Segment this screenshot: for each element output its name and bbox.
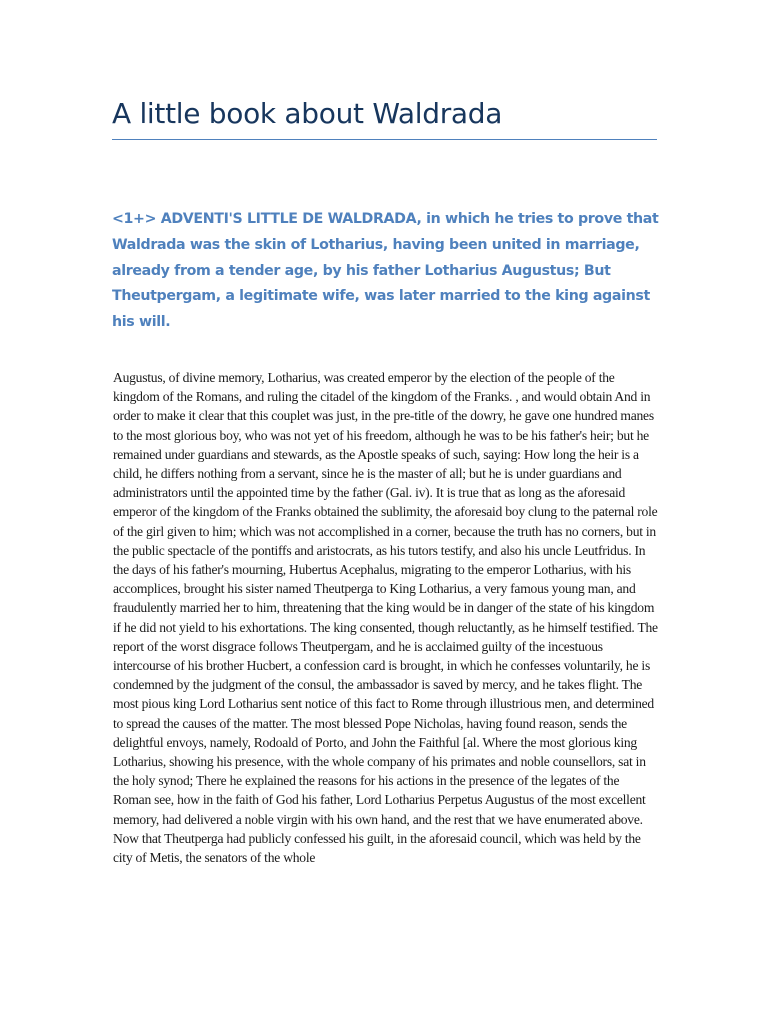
title-underline-rule	[112, 139, 657, 140]
body-paragraph: Augustus, of divine memory, Lotharius, was created emperor by the election of the people of the kingdom of the Romans, and ruling the citadel of the kingdom of the Franks. , and would obtain And in order to make it clear that this couplet was just, in the pre-title of the dowry, he gave one hundred manes to the most glorious boy, who was not yet of his freedom, although he was to be his father's heir; but he remained under guardians and stewards, as the Apostle speaks of such, saying: How long the heir is a child, he differs nothing from a servant, since he is the master of all; but he is under guardians and administrators until the appointed time by the father (Gal. iv). It is true that as long as the aforesaid emperor of the kingdom of the Franks obtained the sublimity, the aforesaid boy clung to the paternal role of the girl given to him; which was not accomplished in a corner, because the truth has no corners, but in the public spectacle of the pontiffs and aristocrats, as his tutors testify, and also his uncle Leutfridus. In the days of his father's mourning, Hubertus Acephalus, migrating to the emperor Lotharius, with his accomplices, brought his sister named Theutperga to King Lotharius, a very famous young man, and fraudulently married her to him, threatening that the king would be in danger of the state of his kingdom if he did not yield to his exhortations. The king consented, though reluctantly, as he himself testified. The report of the worst disgrace follows Theutpergam, and he is acclaimed guilty of the incestuous intercourse of his brother Hucbert, a confession card is brought, in which he confesses voluntarily, he is condemned by the judgment of the consul, the ambassador is saved by mercy, and he takes flight. The most pious king Lord Lotharius sent notice of this fact to Rome through illustrious men, and determined to spread the causes of the matter. The most blessed Pope Nicholas, having found reason, sends the delightful envoys, namely, Rodoald of Porto, and John the Faithful [al. Where the most glorious king Lotharius, showing his presence, with the whole company of his primates and noble counsellors, sat in the holy synod; There he explained the reasons for his actions in the presence of the legates of the Roman see, how in the faith of God his father, Lord Lotharius Perpetus Augustus of the most excellent memory, had delivered a noble virgin with his own hand, and the rest that we have enumerated above. Now that Theutperga had publicly confessed his guilt, in the aforesaid council, which was held by the city of Metis, the senators of the whole	[113, 370, 658, 866]
document-title: A little book about Waldrada	[112, 97, 503, 130]
section-heading: <1+> ADVENTI'S LITTLE DE WALDRADA, in which he tries to prove that Waldrada was the skin of Lotharius, having been united in marriage, already from a tender age, by his father Lotharius Augustus; But Theutpergam, a legitimate wife, was later married to the king against his will.	[112, 211, 659, 331]
